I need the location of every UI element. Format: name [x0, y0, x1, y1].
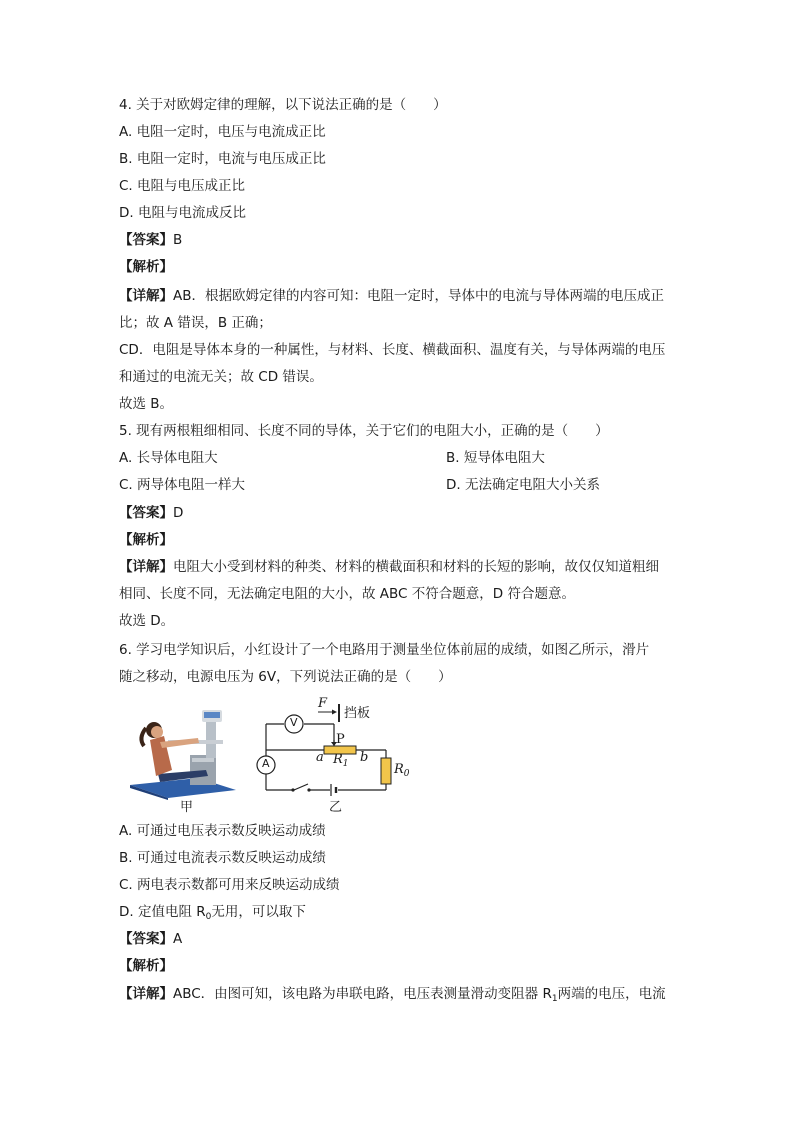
q4-answer — [119, 230, 182, 250]
detail-tag: 【详解】 — [119, 288, 173, 304]
answer-value: D — [173, 505, 184, 521]
q4-stem: 4. 关于对欧姆定律的理解，以下说法正确的是（ ） — [119, 97, 447, 113]
q6-option-d: D. 定值电阻 $R_0$无用，可以取下 — [119, 904, 306, 922]
q4-detail-line-2: 比；故 A 错误，B 正确； — [119, 315, 272, 331]
q5-option-a: A. 长导体电阻大 — [119, 450, 218, 466]
q6-stem-line-2: 随之移动，电源电压为 6V，下列说法正确的是（ ） — [119, 669, 452, 685]
detail-tag: 【详解】 — [119, 986, 173, 1002]
answer-tag: 【答案】 — [119, 232, 173, 248]
circuit-diagram — [246, 700, 418, 800]
q4-option-d: D. 电阻与电流成反比 — [119, 205, 246, 221]
label-baffle: 挡板 — [344, 706, 371, 721]
detail-text: 电阻大小受到材料的种类、材料的横截面积和材料的长短的影响，故仅仅知道粗细 — [173, 559, 659, 575]
figure-caption-jia: 甲 — [180, 800, 194, 815]
q5-option-c: C. 两导体电阻一样大 — [119, 477, 246, 493]
label-force: F — [318, 696, 328, 711]
q6-analysis-tag: 【解析】 — [119, 958, 173, 974]
q5-conclusion: 故选 D。 — [119, 613, 175, 629]
q4-option-a: A. 电阻一定时，电压与电流成正比 — [119, 124, 326, 140]
q4-option-c: C. 电阻与电压成正比 — [119, 178, 246, 194]
q5-stem: 5. 现有两根粗细相同、长度不同的导体，关于它们的电阻大小，正确的是（ ） — [119, 423, 609, 439]
q5-option-b: B. 短导体电阻大 — [446, 450, 545, 466]
q5-detail-line-2: 相同、长度不同，无法确定电阻的大小，故 ABC 不符合题意，D 符合题意。 — [119, 586, 575, 602]
label-voltmeter: V — [290, 716, 298, 729]
q5-option-d: D. 无法确定电阻大小关系 — [446, 477, 600, 493]
answer-value: B — [173, 232, 183, 248]
label-slider: P — [336, 732, 345, 747]
label-end-b: b — [360, 750, 369, 765]
label-r1: $R_1$ — [333, 752, 349, 769]
q4-detail-line-3: CD．电阻是导体本身的一种属性，与材料、长度、横截面积、温度有关，与导体两端的电压 — [119, 342, 666, 358]
q6-detail-line-1: 【详解】ABC．由图可知，该电路为串联电路，电压表测量滑动变阻器 $R_1$两端的电压，电流 — [119, 986, 666, 1004]
q5-answer — [119, 503, 183, 523]
q6-option-b: B. 可通过电流表示数反映运动成绩 — [119, 850, 326, 866]
q4-analysis-tag: 【解析】 — [119, 259, 173, 275]
label-end-a: a — [316, 750, 324, 765]
sit-and-reach-photo — [128, 700, 238, 800]
label-r0: $R_0$ — [394, 762, 410, 779]
answer-value: A — [173, 931, 183, 947]
detail-text: AB．根据欧姆定律的内容可知：电阻一定时，导体中的电流与导体两端的电压成正 — [173, 288, 664, 304]
q6-option-c: C. 两电表示数都可用来反映运动成绩 — [119, 877, 340, 893]
q5-analysis-tag: 【解析】 — [119, 532, 173, 548]
q6-figure — [128, 696, 418, 815]
q4-conclusion: 故选 B。 — [119, 396, 174, 412]
q6-option-a: A. 可通过电压表示数反映运动成绩 — [119, 823, 326, 839]
q6-stem-line-1: 6. 学习电学知识后，小红设计了一个电路用于测量坐位体前屈的成绩，如图乙所示，滑片 — [119, 642, 650, 658]
label-ammeter: A — [262, 757, 270, 770]
q5-detail-line-1 — [119, 557, 659, 577]
q4-detail-line-4: 和通过的电流无关；故 CD 错误。 — [119, 369, 323, 385]
q4-option-b: B. 电阻一定时，电流与电压成正比 — [119, 151, 326, 167]
answer-tag: 【答案】 — [119, 505, 173, 521]
detail-tag: 【详解】 — [119, 559, 173, 575]
q6-answer — [119, 929, 182, 949]
figure-caption-yi: 乙 — [329, 800, 343, 815]
answer-tag: 【答案】 — [119, 931, 173, 947]
q4-detail-line-1 — [119, 286, 664, 306]
